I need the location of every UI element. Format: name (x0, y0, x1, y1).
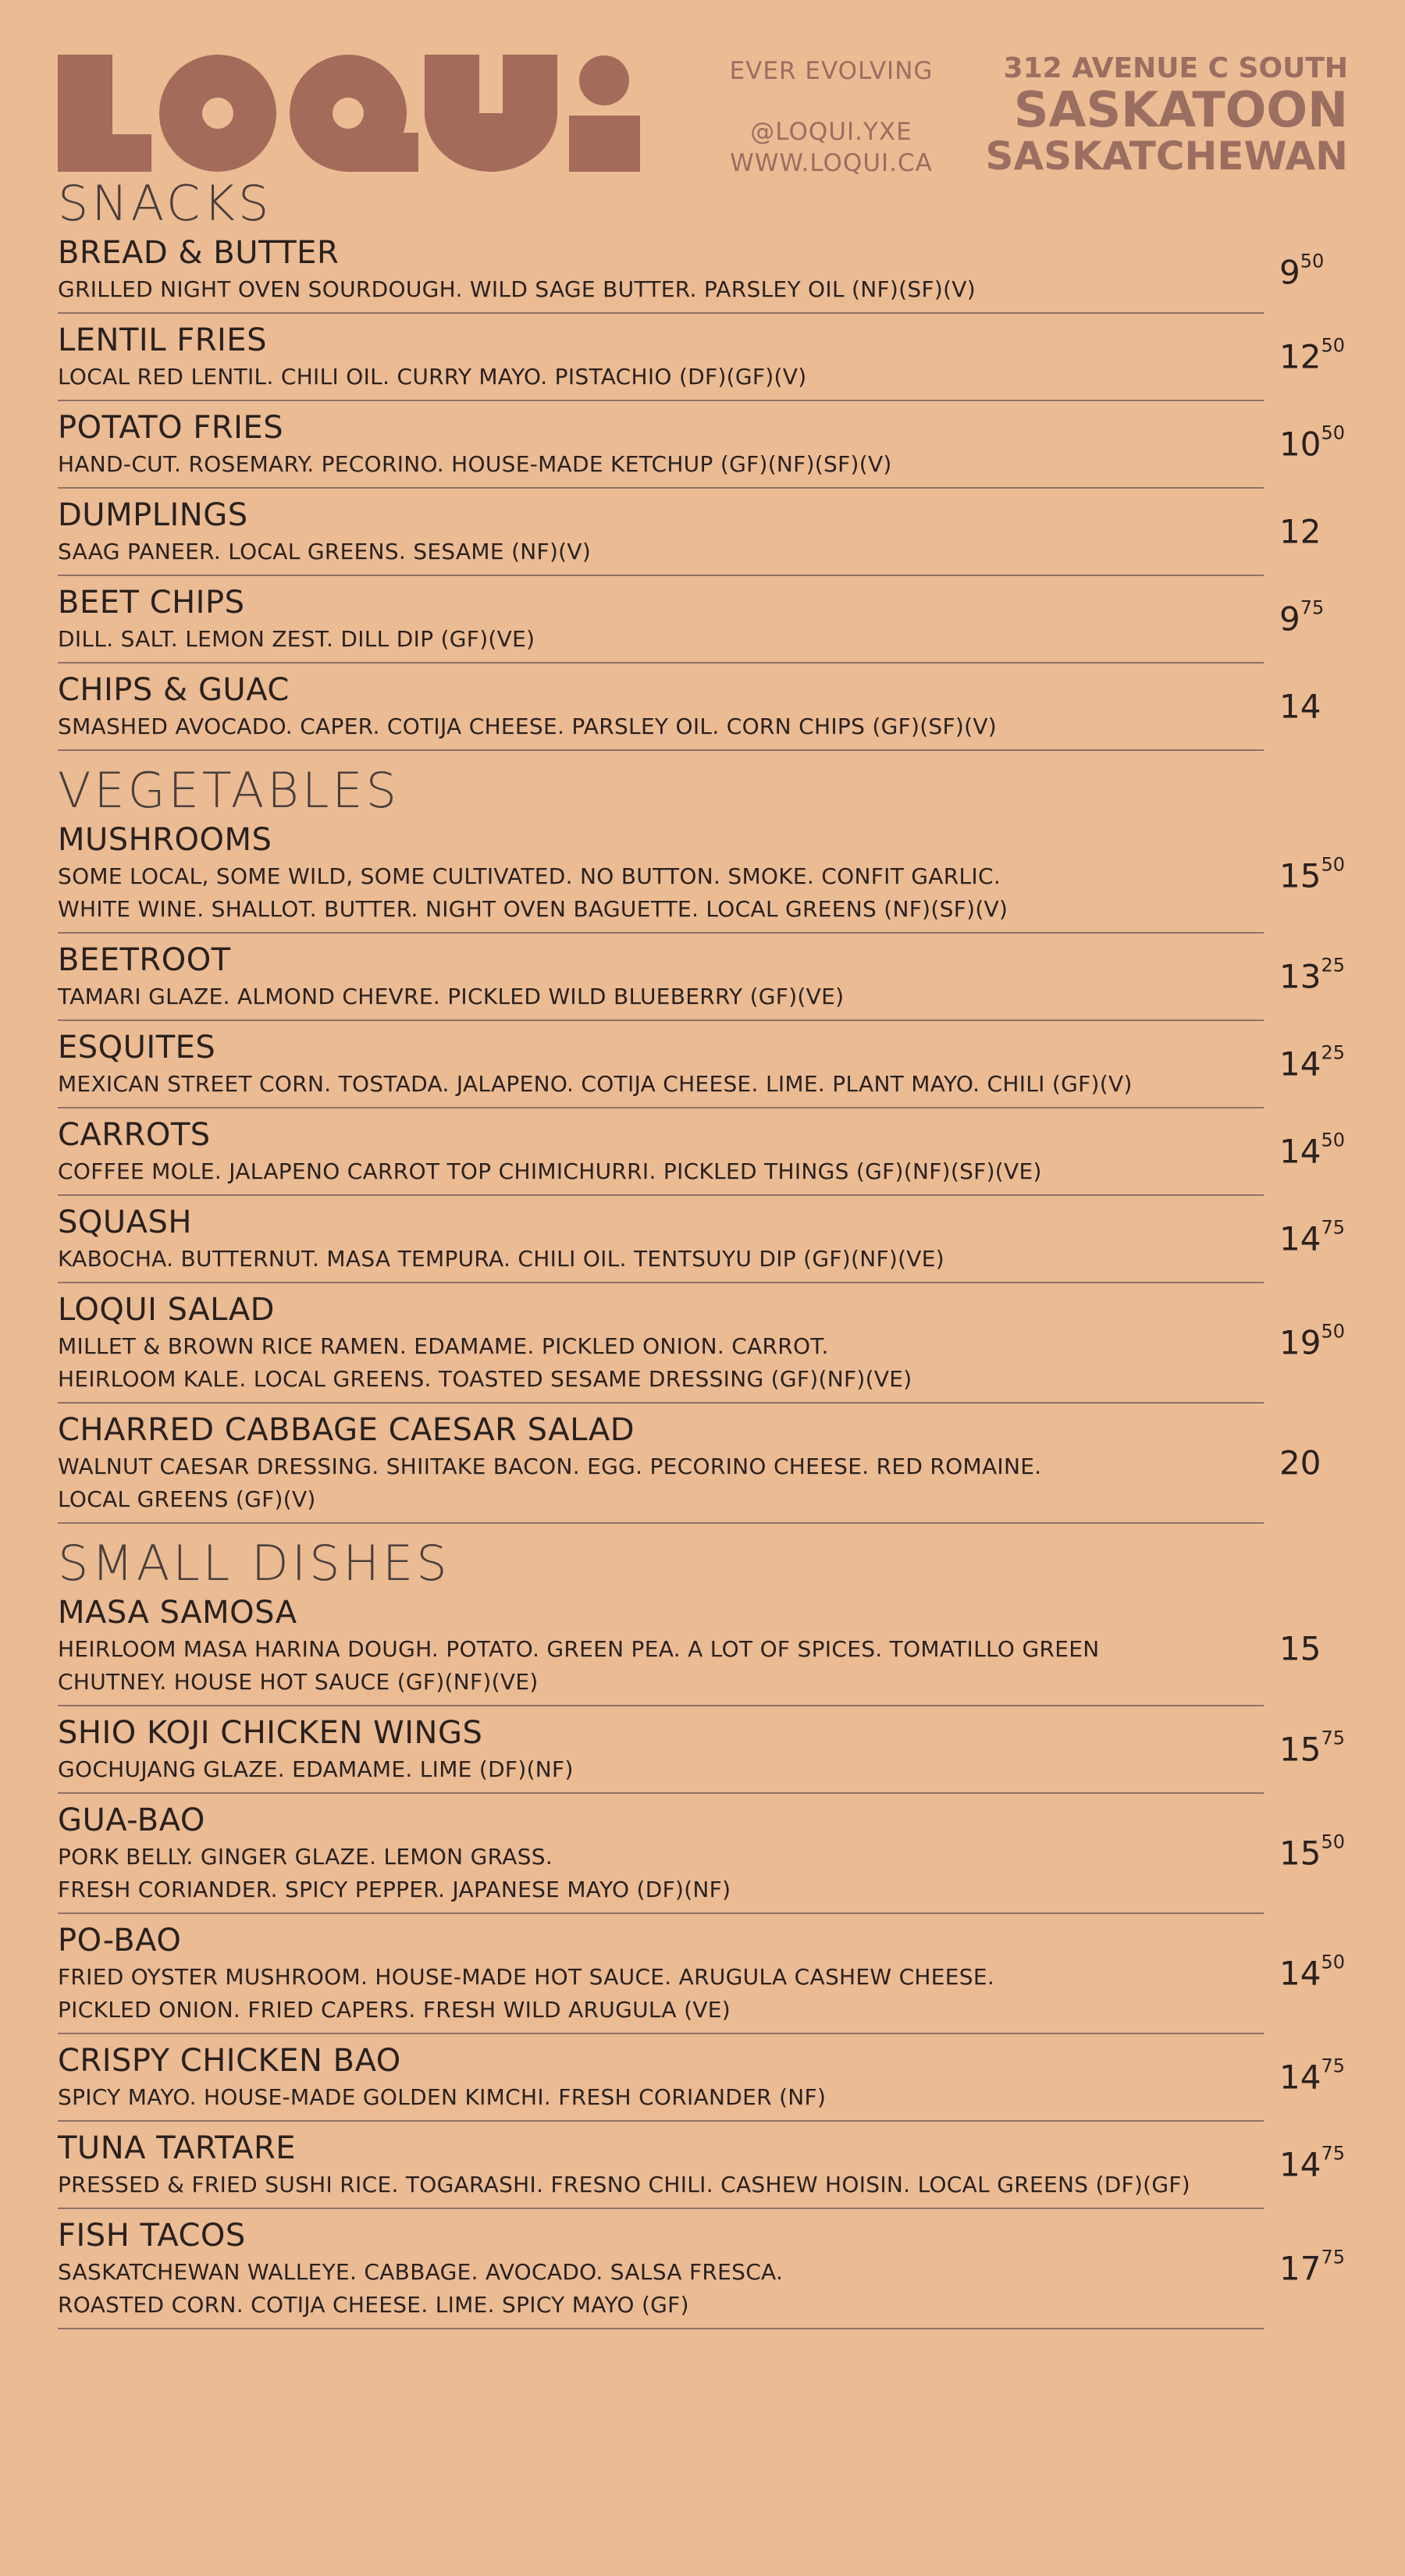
item-price (1279, 853, 1350, 895)
item-price (1279, 1727, 1350, 1769)
menu-item (58, 664, 1321, 751)
price-dollars: 14 (1279, 1954, 1321, 1993)
item-description: HAND-CUT. ROSEMARY. PECORINO. HOUSE-MADE KETCHUP (GF)(NF)(SF)(V) (58, 451, 892, 477)
item-name: CARROTS (58, 1117, 211, 1153)
menu-item (58, 233, 1325, 314)
province-name: SASKATCHEWAN (985, 133, 1348, 179)
item-name: MASA SAMOSA (58, 1595, 297, 1631)
item-name: PO-BAO (58, 1923, 182, 1959)
item-name: CHARRED CABBAGE CAESAR SALAD (58, 1412, 635, 1448)
item-description: DILL. SALT. LEMON ZEST. DILL DIP (GF)(VE) (58, 626, 535, 652)
price-cents: 50 (1321, 1320, 1345, 1343)
item-name: BEETROOT (58, 942, 231, 978)
item-description: KABOCHA. BUTTERNUT. MASA TEMPURA. CHILI OIL. TENTSUYU DIP (GF)(NF)(VE) (58, 1246, 944, 1272)
tagline: EVER EVOLVING (729, 57, 934, 85)
item-price (1279, 1216, 1350, 1258)
item-name: TUNA TARTARE (58, 2130, 297, 2166)
price-dollars: 17 (1279, 2249, 1321, 2288)
item-description: SMASHED AVOCADO. CAPER. COTIJA CHEESE. PARSLEY OIL. CORN CHIPS (GF)(SF)(V) (58, 713, 998, 739)
item-name: SQUASH (58, 1204, 192, 1240)
menu-item (58, 1196, 1345, 1283)
item-description: PICKLED ONION. FRIED CAPERS. FRESH WILD ARUGULA (VE) (58, 1997, 731, 2023)
price-dollars: 14 (1279, 2145, 1321, 2184)
item-price (1279, 954, 1350, 996)
item-name: LOQUI SALAD (58, 1292, 275, 1328)
item-name: BREAD & BUTTER (58, 235, 340, 271)
price-dollars: 14 (1279, 1132, 1321, 1171)
item-name: FISH TACOS (58, 2218, 246, 2254)
item-description: HEIRLOOM MASA HARINA DOUGH. POTATO. GREEN PEA. A LOT OF SPICES. TOMATILLO GREEN (58, 1636, 1100, 1662)
item-name: ESQUITES (58, 1030, 216, 1066)
price-cents: 50 (1321, 853, 1345, 876)
section-title: VEGETABLES (58, 762, 400, 819)
menu-item (58, 314, 1345, 401)
city-name: SASKATOON (1013, 81, 1348, 138)
item-description: MILLET & BROWN RICE RAMEN. EDAMAME. PICKLED ONION. CARROT. (58, 1333, 829, 1359)
menu-item (58, 1706, 1345, 1794)
price-dollars: 15 (1279, 1834, 1321, 1873)
menu-item (58, 820, 1345, 934)
item-description: PORK BELLY. GINGER GLAZE. LEMON GRASS. (58, 1844, 553, 1870)
price-cents: 50 (1321, 1831, 1345, 1853)
item-description: SAAG PANEER. LOCAL GREENS. SESAME (NF)(V) (58, 539, 592, 564)
item-price (1279, 1444, 1350, 1482)
price-dollars: 19 (1279, 1323, 1321, 1362)
price-dollars: 10 (1279, 425, 1321, 464)
item-description: LOCAL GREENS (GF)(V) (58, 1486, 316, 1512)
menu-item (58, 1592, 1321, 1706)
menu-section (58, 175, 1353, 751)
price-cents: 75 (1321, 2142, 1345, 2165)
price-cents: 75 (1321, 1727, 1345, 1749)
item-name: POTATO FRIES (58, 410, 284, 446)
menu-item (58, 489, 1321, 576)
price-cents: 75 (1321, 2055, 1345, 2077)
item-name: GUA-BAO (58, 1802, 205, 1838)
menu-item (58, 1021, 1345, 1108)
price-dollars: 15 (1279, 1730, 1321, 1769)
item-description: MEXICAN STREET CORN. TOSTADA. JALAPENO. COTIJA CHEESE. LIME. PLANT MAYO. CHILI (GF)(V) (58, 1071, 1133, 1097)
price-cents: 75 (1300, 596, 1325, 619)
menu-item (58, 1914, 1345, 2034)
item-price (1279, 1320, 1350, 1362)
item-price (1279, 2142, 1350, 2184)
item-description: HEIRLOOM KALE. LOCAL GREENS. TOASTED SESAME DRESSING (GF)(NF)(VE) (58, 1366, 912, 1392)
item-description: GRILLED NIGHT OVEN SOURDOUGH. WILD SAGE BUTTER. PARSLEY OIL (NF)(SF)(V) (58, 276, 976, 302)
item-price (1279, 250, 1350, 292)
price-dollars: 15 (1279, 856, 1321, 895)
item-name: CHIPS & GUAC (58, 672, 290, 708)
section-title: SNACKS (58, 175, 272, 232)
price-dollars: 9 (1279, 253, 1300, 292)
item-price (1279, 1951, 1350, 1993)
price-dollars: 14 (1279, 1219, 1321, 1258)
item-price (1279, 422, 1350, 464)
item-name: CRISPY CHICKEN BAO (58, 2043, 401, 2079)
loqui-logo (58, 55, 640, 172)
price-dollars: 14 (1279, 687, 1321, 726)
item-description: TAMARI GLAZE. ALMOND CHEVRE. PICKLED WILD BLUEBERRY (GF)(VE) (58, 984, 845, 1009)
price-cents: 75 (1321, 2246, 1345, 2268)
item-name: DUMPLINGS (58, 497, 248, 533)
price-dollars: 15 (1279, 1629, 1321, 1668)
item-description: SPICY MAYO. HOUSE-MADE GOLDEN KIMCHI. FRESH CORIANDER (NF) (58, 2084, 827, 2110)
item-price (1279, 513, 1350, 551)
menu-section (58, 762, 1353, 1524)
item-description: SASKATCHEWAN WALLEYE. CABBAGE. AVOCADO. SALSA FRESCA. (58, 2259, 784, 2285)
menu-item (58, 576, 1325, 664)
price-cents: 50 (1321, 334, 1345, 357)
menu-item (58, 2209, 1345, 2329)
item-description: SOME LOCAL, SOME WILD, SOME CULTIVATED. NO BUTTON. SMOKE. CONFIT GARLIC. (58, 863, 1001, 889)
item-price (1279, 1129, 1350, 1171)
address-block (985, 52, 1348, 178)
menu-item (58, 1404, 1321, 1524)
menu-list (58, 172, 1353, 2329)
price-dollars: 12 (1279, 512, 1321, 551)
price-dollars: 20 (1279, 1443, 1321, 1482)
price-dollars: 14 (1279, 2058, 1321, 2097)
menu-item (58, 1283, 1345, 1404)
item-description: LOCAL RED LENTIL. CHILI OIL. CURRY MAYO. PISTACHIO (DF)(GF)(V) (58, 364, 807, 390)
price-cents: 25 (1321, 954, 1345, 977)
item-price (1279, 334, 1350, 376)
price-dollars: 12 (1279, 337, 1321, 376)
menu-item (58, 1794, 1345, 1914)
item-price (1279, 1630, 1350, 1668)
website-link[interactable]: WWW.LOQUI.CA (730, 149, 933, 177)
item-description: FRIED OYSTER MUSHROOM. HOUSE-MADE HOT SAUCE. ARUGULA CASHEW CHEESE. (58, 1964, 995, 1990)
item-price (1279, 1041, 1350, 1083)
item-description: GOCHUJANG GLAZE. EDAMAME. LIME (DF)(NF) (58, 1756, 574, 1782)
price-cents: 50 (1321, 1129, 1345, 1151)
item-description: FRESH CORIANDER. SPICY PEPPER. JAPANESE MAYO (DF)(NF) (58, 1877, 731, 1902)
price-dollars: 14 (1279, 1044, 1321, 1083)
menu-item (58, 2034, 1345, 2122)
price-dollars: 9 (1279, 600, 1300, 639)
social-handle: @LOQUI.YXE (750, 118, 912, 146)
menu-item (58, 934, 1345, 1021)
menu-item (58, 401, 1345, 489)
price-cents: 50 (1300, 250, 1325, 272)
item-description: COFFEE MOLE. JALAPENO CARROT TOP CHIMICHURRI. PICKLED THINGS (GF)(NF)(SF)(VE) (58, 1158, 1042, 1184)
item-name: MUSHROOMS (58, 822, 272, 858)
price-cents: 50 (1321, 422, 1345, 444)
price-dollars: 13 (1279, 957, 1321, 996)
item-description: WALNUT CAESAR DRESSING. SHIITAKE BACON. EGG. PECORINO CHEESE. RED ROMAINE. (58, 1453, 1042, 1479)
street-address: 312 AVENUE C SOUTH (1003, 52, 1348, 84)
section-title: SMALL DISHES (58, 1535, 450, 1592)
item-price (1279, 1831, 1350, 1873)
price-cents: 75 (1321, 1216, 1345, 1239)
item-price (1279, 596, 1350, 639)
item-price (1279, 2055, 1350, 2097)
item-description: CHUTNEY. HOUSE HOT SAUCE (GF)(NF)(VE) (58, 1669, 539, 1695)
menu-section (58, 1535, 1353, 2329)
menu-item (58, 2122, 1345, 2209)
item-price (1279, 2246, 1350, 2288)
item-name: LENTIL FRIES (58, 322, 267, 358)
item-description: ROASTED CORN. COTIJA CHEESE. LIME. SPICY MAYO (GF) (58, 2292, 689, 2318)
item-name: BEET CHIPS (58, 585, 245, 621)
price-cents: 25 (1321, 1041, 1345, 1064)
item-price (1279, 688, 1350, 726)
menu-item (58, 1108, 1345, 1196)
price-cents: 50 (1321, 1951, 1345, 1973)
item-description: WHITE WINE. SHALLOT. BUTTER. NIGHT OVEN BAGUETTE. LOCAL GREENS (NF)(SF)(V) (58, 896, 1008, 922)
item-description: PRESSED & FRIED SUSHI RICE. TOGARASHI. FRESNO CHILI. CASHEW HOISIN. LOCAL GREENS (DF)(GF) (58, 2172, 1191, 2197)
item-name: SHIO KOJI CHICKEN WINGS (58, 1715, 483, 1751)
